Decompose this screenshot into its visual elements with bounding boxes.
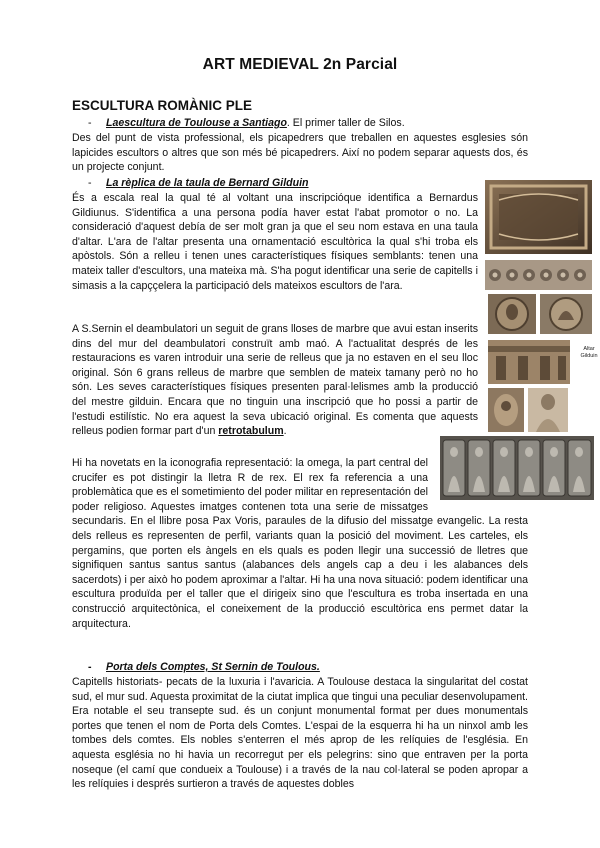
- side-caption: Altar Gilduin: [580, 346, 598, 359]
- section-heading: ESCULTURA ROMÀNIC PLE: [72, 98, 252, 113]
- retrotabulum-link[interactable]: retrotabulum: [218, 425, 284, 438]
- medallion-image-right: [540, 294, 592, 334]
- statue-detail-image: [528, 388, 568, 432]
- statue-detail-photo: [528, 388, 568, 432]
- bullet-marker: -: [88, 661, 92, 673]
- medallion-photo-left: [488, 294, 536, 334]
- altar-gilduin-image: [485, 180, 592, 254]
- frieze-image: [485, 260, 592, 290]
- paragraph-sernin-text: A S.Sernin el deambulatori un seguit de grans lloses de marbre que avui estan inserits dins del mur del deambulatori construït amb maó. A l'actualitat després de les restauracions es varen introduir una serie de relleus que ja no estaven en el seu lloc original. Són 6 grans relleus de marbre que semblen de mateix tamany però no ho són. Les seves característiques físiques presenten paral·lelismes amb la producció del mestre gilduin. Encara que no tinguin una inscripció que ho possi a partir de l'estudi estilístic. No era aquest la seva ubicació original. Es comenta que aquests relleus podien formar part d'un: [72, 323, 478, 438]
- medallion-image-left: [488, 294, 536, 334]
- frieze-photo: [485, 260, 592, 290]
- bullet-marker: -: [88, 177, 92, 189]
- paragraph-iconografia-text: Hi ha novetats en la iconografia representació: la omega, la part central del crucifer es pot distingir la lletra R de rex. El rex fa referencia a una problemàtica que es el sometimiento del poder militar en representación del poder religioso. Aquestes imatges contenen tota una serie de missatges secundaris. En el llibre posa Pax Voris, paraules de la difusio del missatge evangelic. La resta dels relleus es representen de perfil, variants quan la posició del moviment. Les carteles, els pergamins, que porten els àngels en els quals es poden llegir una successió de lletres que signifiquen santus santus santus (alabances dels angels cap a deu i les alabances dels sacerdots) i per això ho podem aproximar a l'altar. Hi ha una nova situació: podem identificar una escultura produïda per el taller que el dirigeix sino que l'escultura es troba insertada en una construcció arquitectònica, el coneixement de la producció escultòrica ens permet datar la arquitectura.: [72, 457, 528, 630]
- marble-reliefs-image: [440, 436, 594, 500]
- medallion-photo-right: [540, 294, 592, 334]
- paragraph-sernin-end: .: [283, 425, 287, 438]
- heading-link-toulouse-santiago[interactable]: Laescultura de Toulouse a Santiago: [106, 117, 287, 129]
- paragraph-sernin-deambulatori: [72, 322, 478, 439]
- page-title: ART MEDIEVAL 2n Parcial: [202, 56, 398, 73]
- bullet-marker: -: [88, 117, 92, 129]
- paragraph-gilduin-altar: És a escala real la qual té al voltant una inscripcióque identifica a Bernardus Gildiunus. S'identifica a una persona podía haver estat l'abat promotor o no. La consideració d'aquest debía de ser molt gran ja que el seu nom estava en una taula d'altar. L'ara de l'altar presenta una ornamentació escultòrica la qual s'hi troba els apòstols. Són a relleu i tenen unes característiques físiques semblants: tenen una mateix taller d'escultors, una mateixa mà. S'ha pogut identificar una serie de capitells i simasis a la capççelera la participació dels mateixos escultors de l'ara.: [72, 192, 478, 292]
- corbel-photo: [488, 388, 524, 432]
- bullet-item-toulouse-santiago: [88, 116, 405, 131]
- corbel-image: [488, 388, 524, 432]
- reliefs-photo: [440, 436, 594, 500]
- paragraph-picapedrers: Des del punt de vista professional, els picapedrers que treballen en aquestes esglesies són lapicides escultors o altres que son més bé picapedrers. Així no podem separar aquests dos, és un projecte conjunt.: [72, 132, 528, 174]
- capital-photo: [488, 340, 570, 384]
- heading-link-porta-comptes[interactable]: Porta dels Comptes, St Sernin de Toulous.: [106, 661, 320, 673]
- capital-image: [488, 340, 570, 384]
- bullet-item-porta-comptes: [88, 660, 320, 675]
- bullet-rest-text: . El primer taller de Silos.: [286, 117, 405, 129]
- altar-gilduin-photo: [485, 180, 592, 254]
- bullet-item-gilduin: [88, 176, 309, 191]
- paragraph-porta-comptes: Capitells historiats- pecats de la luxuria i l'avaricia. A Toulouse destaca la singularitat del costat sud, el mur sud. Aquesta proximitat de la ciutat implica que tingui una peculiar desenvolupament. Era notable el seu transepte sud. és un conjunt monumental format per dues monumentals portes que tenen el nom de Porta dels Comtes. L'espai de la esquerra hi ha un ninxol amb les tombes dels comtes. Els nobles s'enterren el més aprop de les relíquies de l'església. En aquesta església no hi havia un recorregut per els pelegrins: sino que entraven per la porta noseque (el camí que condueix a Toulouse) i a través de la nau col·lateral se poden apropar a les relíquies i després surtieron a través de aquestes dobles: [72, 676, 528, 791]
- heading-link-gilduin[interactable]: La rèplica de la taula de Bernard Gilduin: [106, 177, 309, 189]
